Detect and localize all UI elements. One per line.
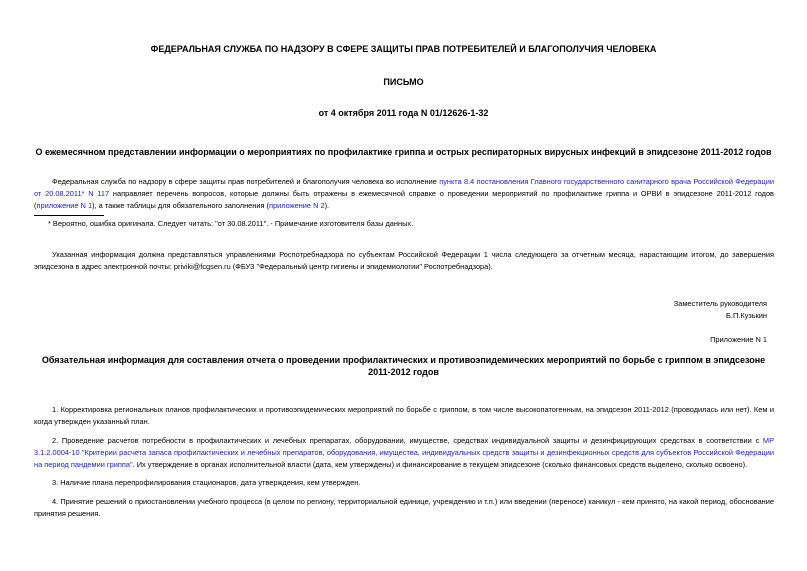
appendix-label: Приложение N 1 (710, 335, 767, 344)
intro-text-a: Федеральная служба по надзору в сфере защиты прав потребителей и благополучия человека во исполнение (52, 177, 440, 186)
document-subject: О ежемесячном представлении информации о мероприятиях по профилактике гриппа и острых респираторных вирусных инфекций в эпидсезоне 2011-2012 годов (35, 147, 772, 157)
link-appendix-1[interactable]: приложение N 1 (36, 201, 93, 210)
document-type: ПИСЬМО (383, 77, 424, 87)
intro-text-d: ). (324, 201, 330, 210)
paragraph-intro (34, 176, 774, 212)
signature-position: Заместитель руководителя (673, 299, 767, 308)
intro-text-b: направляет перечень вопросов, которые должны быть отражены в ежемесячной справке о проведении мероприятий по профилактике гриппа и ОРВИ в эпидсезоне 2011-2012 годов ( (34, 189, 774, 210)
item-1: 1. Корректировка региональных планов профилактических и противоэпидемических мероприятий по борьбе с гриппом, в том числе высокопатогенным, на эпидсезон 2011-2012 (проводилась или нет). Кем и когда утвержден указанный план. (34, 405, 774, 426)
intro-text-c: ), а также таблицы для обязательного заполнения ( (92, 201, 269, 210)
footnote: * Вероятно, ошибка оригинала. Следует читать: "от 30.08.2011". - Примечание изготовителя базы данных. (48, 219, 414, 228)
item-4: 4. Принятие решений о приостановлении учебного процесса (в целом по региону, территориальной единице, учреждению и т.п.) или введении (переносе) каникул - кем принято, на какой период, обоснование принятия решения. (34, 497, 774, 518)
link-appendix-2[interactable]: приложение N 2 (269, 201, 325, 210)
footnote-divider (34, 215, 104, 216)
appendix-title: Обязательная информация для составления отчета о проведении профилактических и противоэпидемических мероприятий по борьбе с гриппом в эпидсезоне 2011-2012 годов (41, 355, 766, 377)
item-2-text-a: 2. Проведение расчетов потребности в профилактических и лечебных препаратах, оборудовании, имуществе, средствах индивидуальной защиты и дезинфицирующих средствах в соответствии с (52, 436, 763, 445)
link-mr-criteria[interactable]: МР 3.1.2.0004-10 "Критерии расчета запаса профилактических и лечебных препаратов, оборудования, имущества, индивидуальных средств защиты и дезинфекционных средств для субъектов Российской Федерации на период пандемии гриппа" (34, 436, 774, 469)
agency-heading: ФЕДЕРАЛЬНАЯ СЛУЖБА ПО НАДЗОРУ В СФЕРЕ ЗАЩИТЫ ПРАВ ПОТРЕБИТЕЛЕЙ И БЛАГОПОЛУЧИЯ ЧЕЛОВЕКА (150, 44, 657, 54)
document-date-number: от 4 октября 2011 года N 01/12626-1-32 (318, 108, 489, 118)
paragraph-reporting: Указанная информация должна представляться управлениями Роспотребнадзора по субъектам Российской Федерации 1 числа следующего за отчетным месяца, нарастающим итогом, до завершения эпидсезона в адрес электронной почты: priviki@fcgsen.ru (ФБУЗ "Федеральный центр гигиены и эпидемиологии" Роспотребнадзора). (34, 250, 774, 271)
item-2 (34, 435, 774, 471)
link-resolution-point[interactable]: пункта 8.4 постановления Главного государственного санитарного врача Российской Федерации от 20.08.2011* N 117 (34, 177, 774, 198)
signature-name: Б.П.Кузькин (726, 311, 767, 320)
item-2-text-b: . Их утверждение в органах исполнительной власти (дата, кем утверждены) и финансирование в текущем эпидсезоне (сколько финансовых средств выделено, сколько освоено). (132, 460, 748, 469)
item-3: 3. Наличие плана перепрофилирования стационаров, дата утверждения, кем утвержден. (52, 478, 361, 487)
